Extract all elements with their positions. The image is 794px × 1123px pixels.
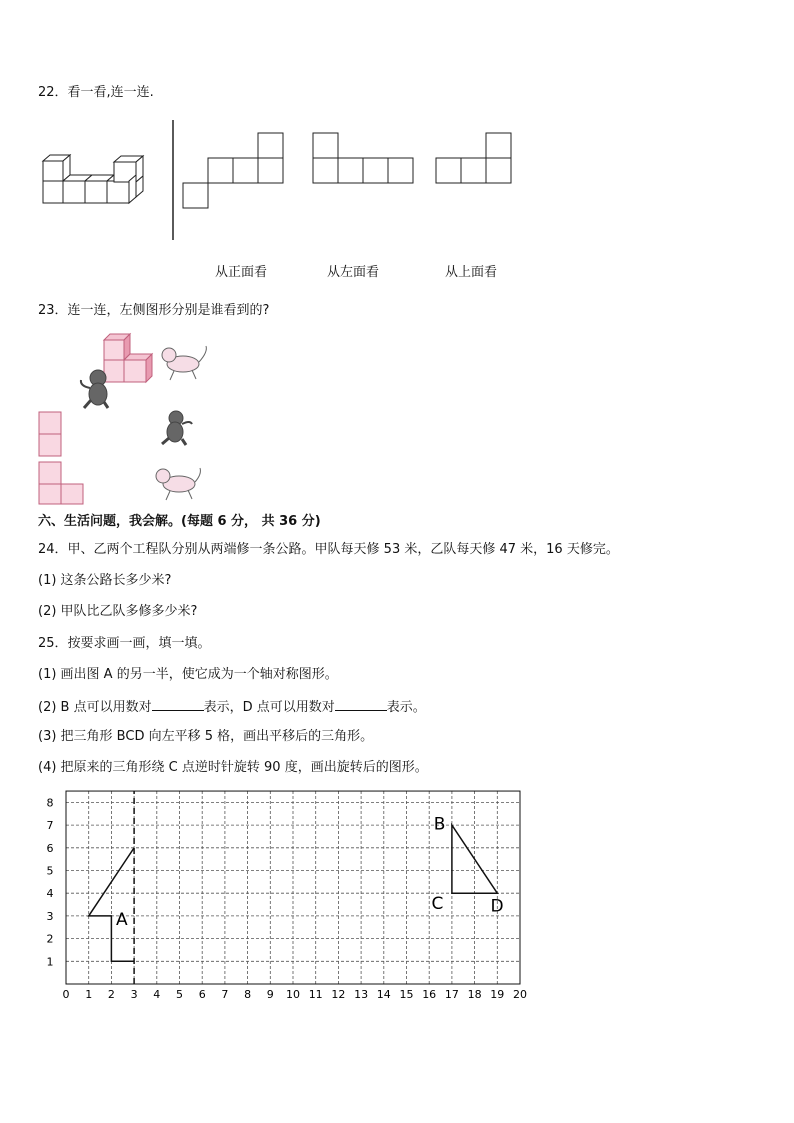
x-tick-labels (63, 988, 528, 1001)
y-tick-label: 5 (46, 864, 54, 878)
x-tick-label: 14 (376, 988, 391, 1001)
d-coordinate-blank[interactable] (335, 698, 387, 711)
q23-pink-cubes (104, 334, 152, 382)
y-tick-label: 8 (46, 796, 54, 810)
q22-view-shape-3 (436, 133, 511, 183)
coordinate-grid (30, 790, 550, 1010)
x-tick-label: 4 (153, 988, 161, 1001)
q22-figures (38, 118, 538, 248)
y-tick-label: 4 (46, 887, 54, 901)
x-tick-label: 12 (331, 988, 346, 1001)
q25-part2 (38, 698, 426, 716)
x-tick-label: 7 (221, 988, 229, 1001)
x-tick-label: 3 (130, 988, 138, 1001)
q25-part2-text-a: (2) B 点可以用数对 (38, 700, 152, 715)
x-tick-label: 17 (444, 988, 459, 1001)
q23-figures (36, 328, 236, 508)
dog-icon (156, 468, 200, 500)
b-coordinate-blank[interactable] (152, 698, 204, 711)
x-tick-label: 11 (308, 988, 323, 1001)
x-tick-label: 0 (62, 988, 70, 1001)
label-d: D (490, 896, 504, 917)
label-a: A (115, 909, 128, 930)
label-c: C (431, 894, 444, 915)
q22-view-top-label: 从上面看 (445, 265, 498, 280)
q23-shape-column (39, 412, 61, 456)
x-tick-label: 2 (107, 988, 115, 1001)
q25-stem: 25．按要求画一画，填一填。 (38, 636, 211, 651)
x-tick-label: 5 (176, 988, 183, 1001)
x-tick-label: 9 (266, 988, 274, 1001)
q22-cube-stack (43, 155, 143, 203)
q22-view-left-label: 从左面看 (327, 265, 380, 280)
q25-part4: (4) 把原来的三角形绕 C 点逆时针旋转 90 度，画出旋转后的图形。 (38, 760, 428, 775)
monkey-icon (81, 370, 108, 408)
x-tick-label: 13 (354, 988, 369, 1001)
label-b: B (433, 814, 446, 835)
x-tick-label: 20 (513, 988, 527, 1001)
q25-part2-text-b: 表示，D 点可以用数对 (203, 700, 335, 715)
section6-heading: 六、生活问题，我会解。(每题 6 分， 共 36 分) (38, 514, 321, 529)
x-tick-label: 15 (399, 988, 414, 1001)
x-tick-label: 18 (467, 988, 482, 1001)
q23-title: 23．连一连，左侧图形分别是谁看到的? (38, 303, 270, 318)
q25-part3: (3) 把三角形 BCD 向左平移 5 格，画出平移后的三角形。 (38, 729, 374, 744)
y-tick-label: 3 (46, 909, 54, 923)
y-tick-label: 1 (46, 955, 54, 969)
y-tick-label: 6 (46, 841, 54, 855)
dog-icon (162, 346, 206, 380)
q22-view-shape-2 (313, 133, 413, 183)
q22-view-shape-1 (183, 133, 283, 208)
x-tick-label: 1 (85, 988, 93, 1001)
q22-title: 22．看一看,连一连. (38, 85, 154, 100)
y-tick-label: 7 (46, 819, 54, 833)
x-tick-label: 8 (244, 988, 252, 1001)
q24-part2: (2) 甲队比乙队多修多少米? (38, 604, 198, 619)
q24-part1: (1) 这条公路长多少米? (38, 573, 172, 588)
q22-view-front-label: 从正面看 (215, 265, 268, 280)
q25-part2-text-c: 表示。 (386, 700, 426, 715)
x-tick-label: 16 (422, 988, 437, 1001)
y-tick-labels (47, 796, 54, 968)
monkey-icon (162, 411, 192, 445)
x-tick-label: 19 (490, 988, 505, 1001)
q24-stem: 24．甲、乙两个工程队分别从两端修一条公路。甲队每天修 53 米，乙队每天修 47 米，16 天修完。 (38, 542, 619, 557)
q25-part1: (1) 画出图 A 的另一半，使它成为一个轴对称图形。 (38, 667, 338, 682)
q23-shape-l (39, 462, 83, 504)
y-tick-label: 2 (46, 932, 54, 946)
x-tick-label: 6 (198, 988, 206, 1001)
x-tick-label: 10 (286, 988, 300, 1001)
